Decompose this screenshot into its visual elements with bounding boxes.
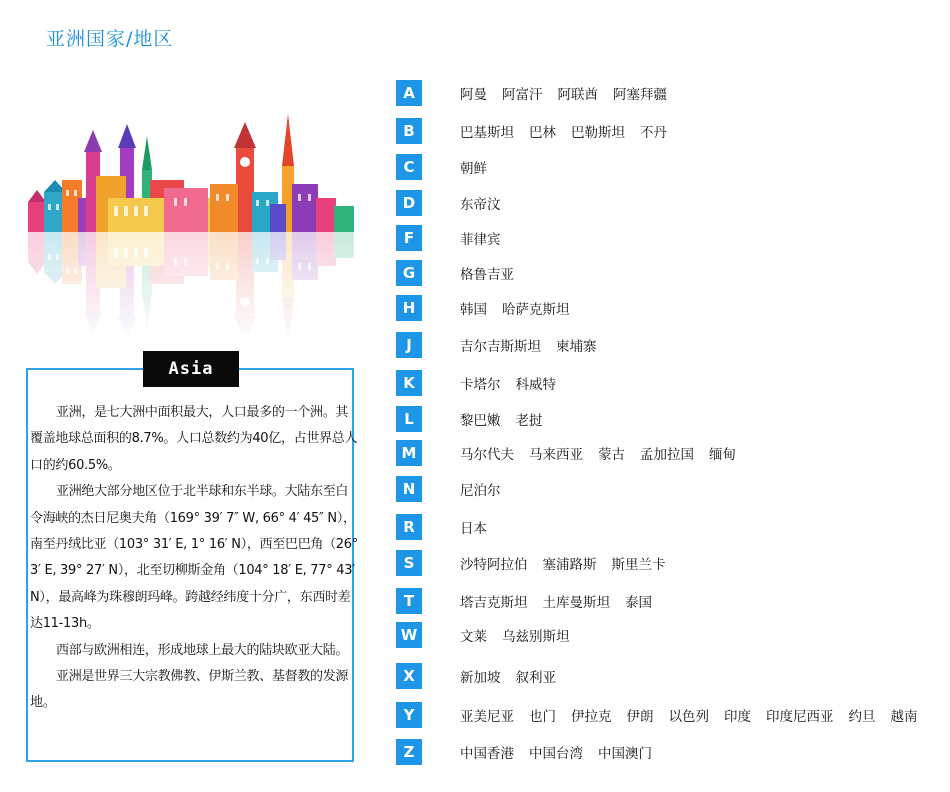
country-link[interactable]: 越南 <box>890 709 918 725</box>
country-link[interactable]: 缅甸 <box>709 447 736 463</box>
asia-tab-label: Asia <box>143 351 239 387</box>
letter-badge[interactable]: X <box>396 663 422 689</box>
country-link[interactable]: 中国香港 <box>460 746 514 762</box>
letter-group-row <box>396 661 556 691</box>
country-link[interactable]: 约旦 <box>848 709 876 725</box>
letter-group-row <box>396 293 570 323</box>
letter-group-row <box>396 586 652 616</box>
letter-badge[interactable]: Y <box>396 702 422 728</box>
country-link[interactable]: 沙特阿拉伯 <box>460 557 528 573</box>
country-list <box>460 157 487 177</box>
letter-badge[interactable]: W <box>396 622 422 648</box>
letter-badge[interactable]: F <box>396 225 422 251</box>
letter-badge[interactable]: B <box>396 118 422 144</box>
country-list <box>460 83 667 103</box>
letter-badge[interactable]: S <box>396 550 422 576</box>
asia-description <box>30 400 360 717</box>
country-link[interactable]: 吉尔吉斯斯坦 <box>460 339 541 355</box>
country-link[interactable]: 蒙古 <box>598 447 625 463</box>
country-list <box>460 443 736 463</box>
letter-group-row <box>396 223 501 253</box>
country-link[interactable]: 尼泊尔 <box>460 483 501 499</box>
country-list <box>460 193 501 213</box>
letter-badge[interactable]: A <box>396 80 422 106</box>
letter-badge[interactable]: N <box>396 476 422 502</box>
country-list <box>460 705 918 725</box>
country-link[interactable]: 新加坡 <box>460 670 501 686</box>
country-link[interactable]: 黎巴嫩 <box>460 413 501 429</box>
country-link[interactable]: 伊拉克 <box>571 709 612 725</box>
country-link[interactable]: 格鲁吉亚 <box>460 267 514 283</box>
letter-group-row <box>396 78 667 108</box>
country-link[interactable]: 日本 <box>460 521 487 537</box>
country-link[interactable]: 马尔代夫 <box>460 447 514 463</box>
country-list <box>460 298 570 318</box>
country-list <box>460 591 652 611</box>
letter-group-row <box>396 737 652 767</box>
country-link[interactable]: 乌兹别斯坦 <box>502 629 570 645</box>
country-link[interactable]: 阿联酋 <box>557 87 598 103</box>
country-link[interactable]: 哈萨克斯坦 <box>502 302 570 318</box>
letter-badge[interactable]: H <box>396 295 422 321</box>
letter-group-row <box>396 330 597 360</box>
letter-group-row <box>396 404 543 434</box>
country-list <box>460 335 597 355</box>
country-link[interactable]: 菲律宾 <box>460 232 501 248</box>
country-link[interactable]: 印度尼西亚 <box>766 709 834 725</box>
country-link[interactable]: 东帝汶 <box>460 197 501 213</box>
country-link[interactable]: 朝鲜 <box>460 161 487 177</box>
country-list <box>460 409 543 429</box>
country-link[interactable]: 塞浦路斯 <box>542 557 597 573</box>
country-link[interactable]: 塔吉克斯坦 <box>460 595 528 611</box>
city-skyline-illustration <box>24 80 356 342</box>
letter-group-row <box>396 368 556 398</box>
country-link[interactable]: 印度 <box>724 709 751 725</box>
letter-group-row <box>396 116 667 146</box>
country-link[interactable]: 巴基斯坦 <box>460 125 514 141</box>
letter-group-row <box>396 620 570 650</box>
country-list <box>460 666 556 686</box>
country-link[interactable]: 孟加拉国 <box>640 447 694 463</box>
description-paragraph: 亚洲绝大部分地区位于北半球和东半球。大陆东至白令海峡的杰日尼奥夫角（169° 39′ 7″ W, 66° 4′ 45″ N），南至丹绒比亚（103° 31′ E, 1° 16′ N），西至巴巴角（26° 3′ E, 39° 27′ N），北至切柳斯金角（104° 18′ E, 77° 43′ N），最高峰为珠穆朗玛峰。跨越经纬度十分广，东西时差达11-13h。 <box>30 484 358 632</box>
country-link[interactable]: 阿曼 <box>460 87 487 103</box>
letter-badge[interactable]: C <box>396 154 422 180</box>
letter-badge[interactable]: L <box>396 406 422 432</box>
description-paragraph: 西部与欧洲相连，形成地球上最大的陆块欧亚大陆。 <box>56 642 349 658</box>
country-link[interactable]: 马来西亚 <box>529 447 583 463</box>
letter-group-row <box>396 474 501 504</box>
letter-badge[interactable]: J <box>396 332 422 358</box>
letter-group-row <box>396 258 514 288</box>
letter-badge[interactable]: M <box>396 440 422 466</box>
country-link[interactable]: 巴勒斯坦 <box>571 125 625 141</box>
letter-group-row <box>396 512 487 542</box>
country-link[interactable]: 也门 <box>529 709 556 725</box>
letter-group-row <box>396 152 487 182</box>
country-link[interactable]: 韩国 <box>460 302 487 318</box>
country-list <box>460 517 487 537</box>
country-link[interactable]: 巴林 <box>529 125 556 141</box>
country-link[interactable]: 柬埔寨 <box>556 339 597 355</box>
description-paragraph: 亚洲，是七大洲中面积最大，人口最多的一个洲。其覆盖地球总面积的8.7%。人口总数约为40亿，占世界总人口的约60.5%。 <box>30 405 358 473</box>
country-list <box>460 553 666 573</box>
country-link[interactable]: 中国台湾 <box>529 746 583 762</box>
country-link[interactable]: 阿塞拜疆 <box>613 87 667 103</box>
country-link[interactable]: 卡塔尔 <box>460 377 501 393</box>
letter-group-row <box>396 548 666 578</box>
country-link[interactable]: 老挝 <box>515 413 543 429</box>
country-list <box>460 625 570 645</box>
description-paragraph: 亚洲是世界三大宗教佛教、伊斯兰教、基督教的发源地。 <box>30 669 349 711</box>
letter-group-row <box>396 188 501 218</box>
country-link[interactable]: 土库曼斯坦 <box>542 595 610 611</box>
country-list <box>460 228 501 248</box>
page-title: 亚洲国家/地区 <box>46 28 174 50</box>
country-list <box>460 479 501 499</box>
country-link[interactable]: 斯里兰卡 <box>611 557 666 573</box>
country-link[interactable]: 阿富汗 <box>502 87 543 103</box>
country-link[interactable]: 叙利亚 <box>515 670 556 686</box>
country-list <box>460 373 556 393</box>
country-link[interactable]: 以色列 <box>668 709 709 725</box>
country-link[interactable]: 亚美尼亚 <box>460 709 514 725</box>
letter-badge[interactable]: T <box>396 588 422 614</box>
country-link[interactable]: 科威特 <box>515 377 556 393</box>
country-link[interactable]: 文莱 <box>460 629 487 645</box>
country-list <box>460 121 667 141</box>
country-link[interactable]: 伊朗 <box>626 709 654 725</box>
letter-badge[interactable]: D <box>396 190 422 216</box>
letter-group-row <box>396 700 918 730</box>
letter-badge[interactable]: Z <box>396 739 422 765</box>
country-link[interactable]: 泰国 <box>625 595 652 611</box>
country-list <box>460 263 514 283</box>
letter-group-row <box>396 438 736 468</box>
country-link[interactable]: 不丹 <box>640 125 667 141</box>
letter-badge[interactable]: R <box>396 514 422 540</box>
letter-badge[interactable]: K <box>396 370 422 396</box>
letter-badge[interactable]: G <box>396 260 422 286</box>
country-list <box>460 742 652 762</box>
country-link[interactable]: 中国澳门 <box>598 746 652 762</box>
